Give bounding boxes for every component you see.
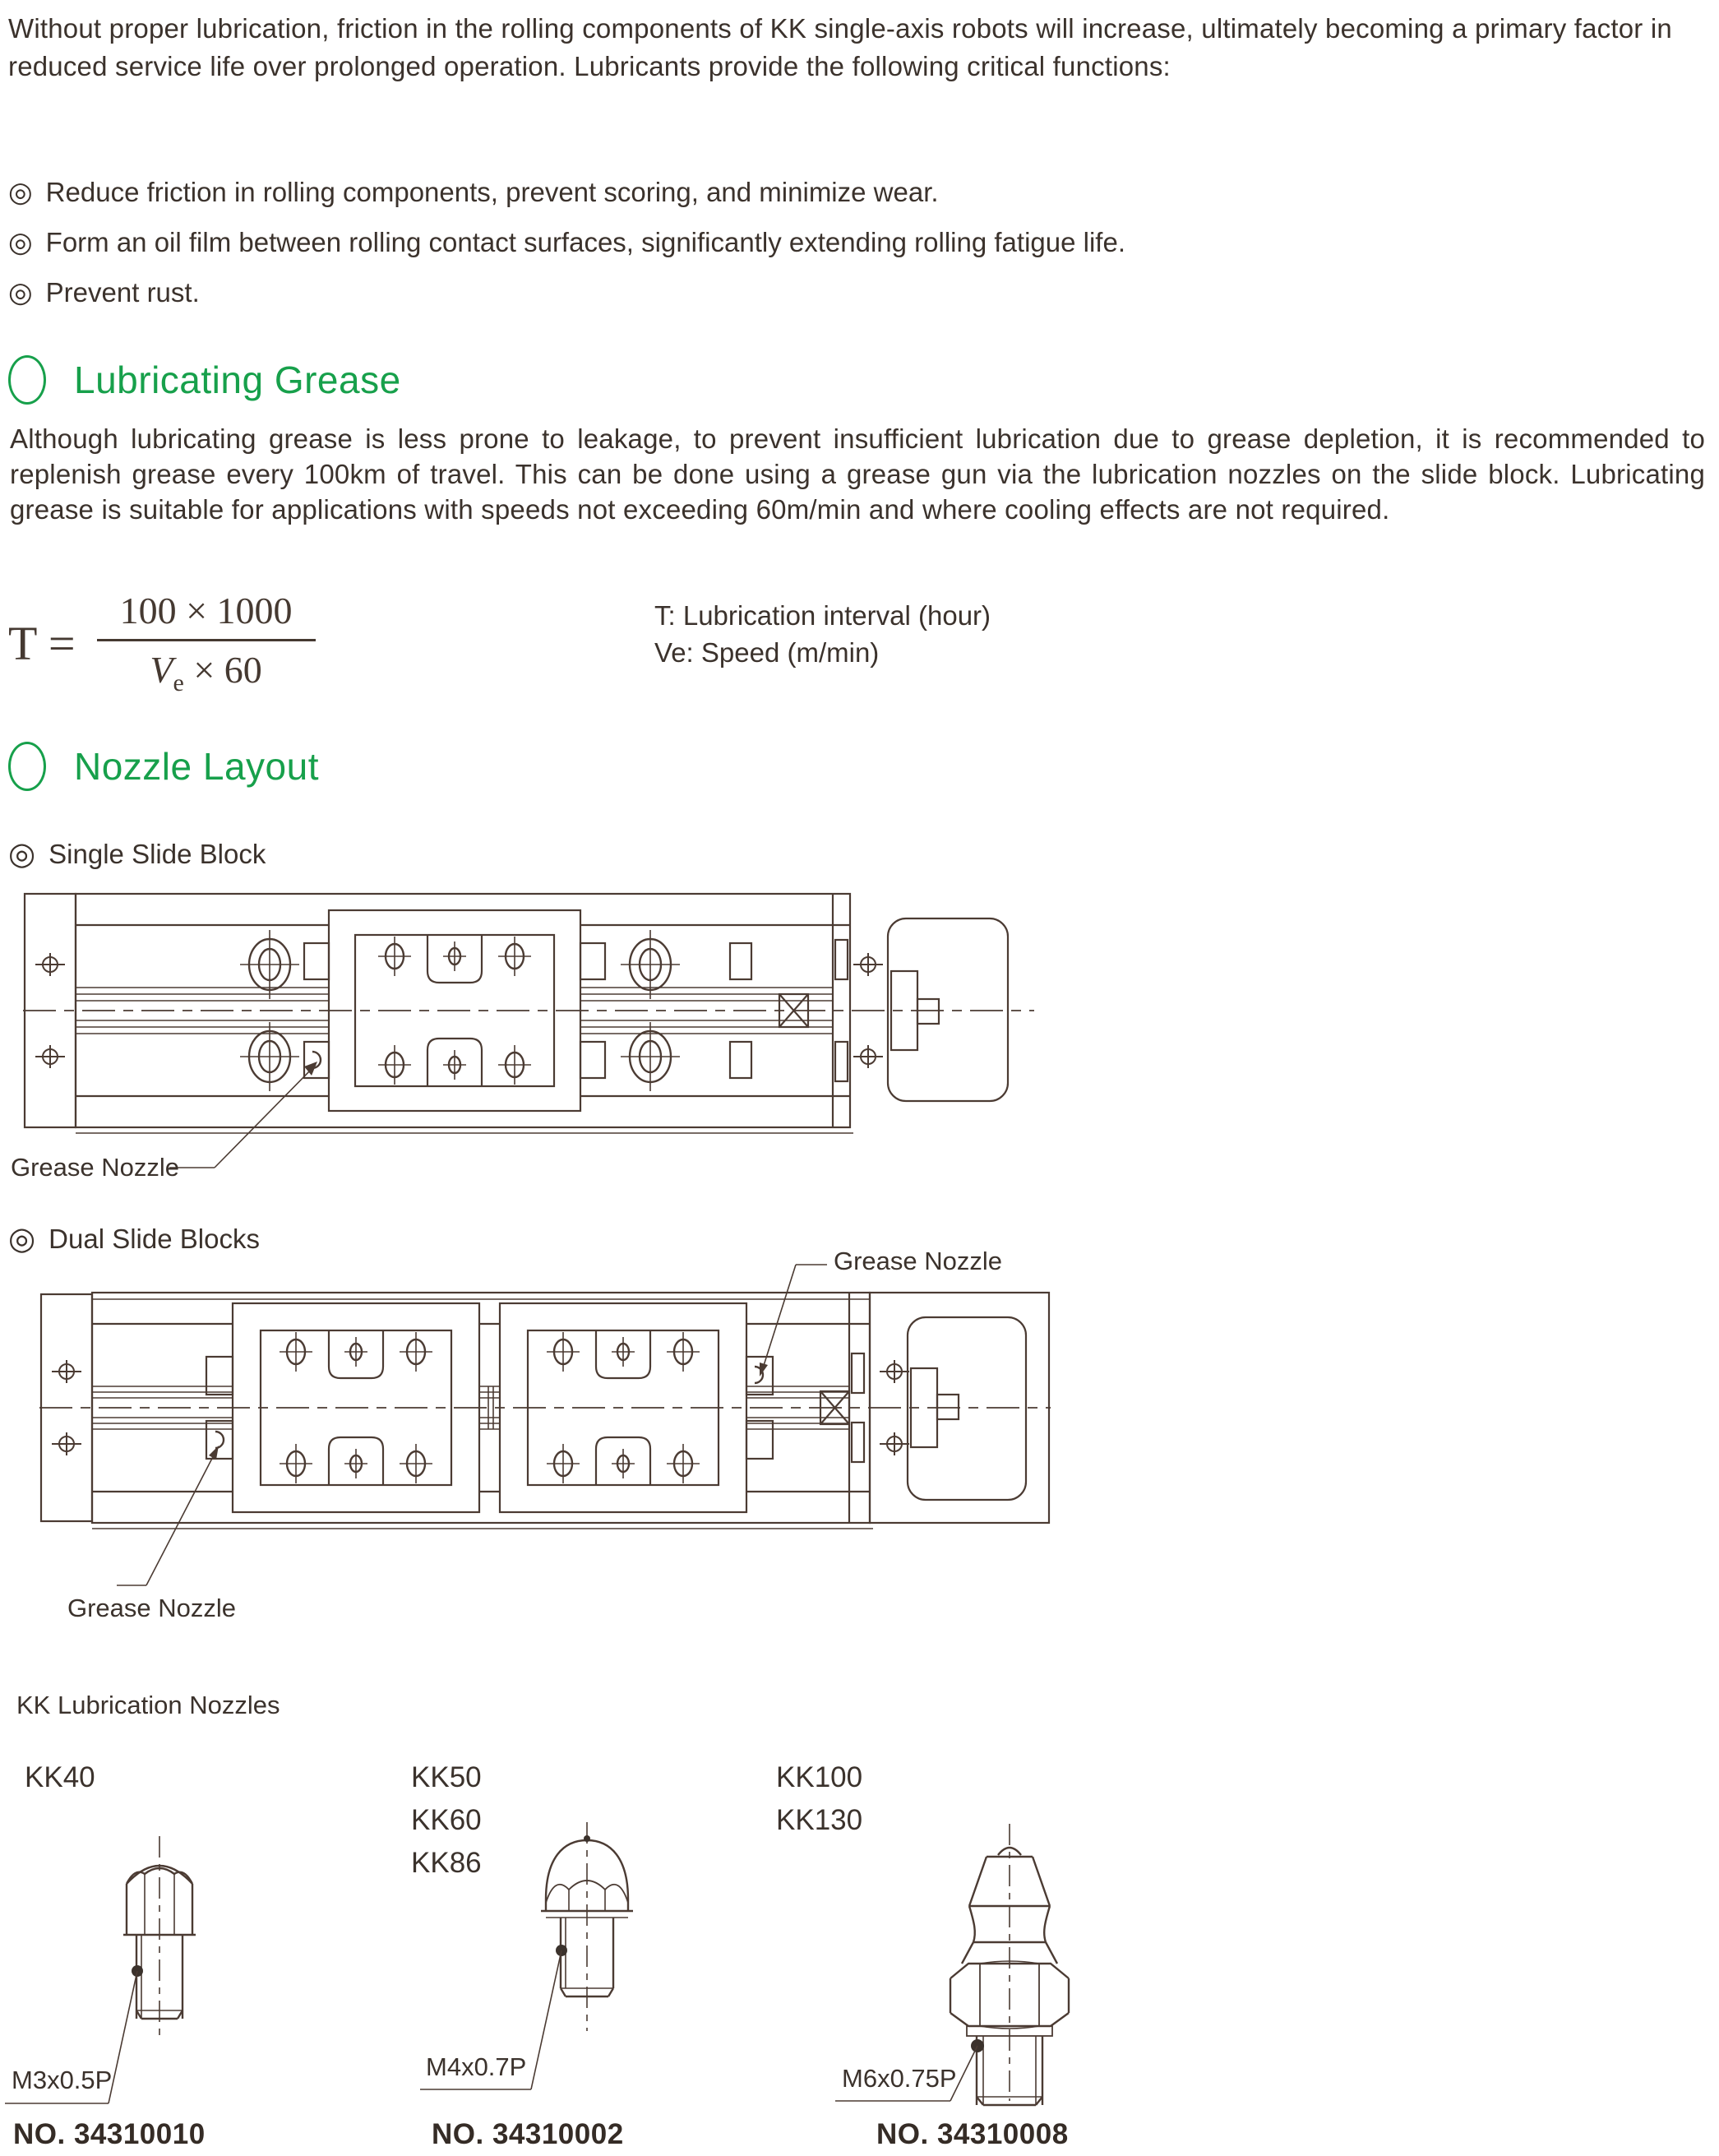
model-label-kk50: KK50 [411,1761,482,1793]
model-label-kk100: KK100 [776,1761,863,1793]
leader-arrowhead [209,1446,219,1460]
section-header-lubricating-grease [8,355,401,405]
double-circle-bullet-icon: ◎ [8,227,33,258]
double-circle-bullet-icon: ◎ [8,277,33,308]
list-item-text: Prevent rust. [45,277,200,308]
section-title: Lubricating Grease [74,359,401,401]
double-circle-bullet-icon: ◎ [8,177,33,208]
subheading-label: Single Slide Block [49,839,266,869]
model-label-kk60: KK60 [411,1804,482,1836]
legend-line-t: T: Lubrication interval (hour) [654,600,991,631]
single-slide-block-drawing [23,892,1034,1180]
formula-den-rest: × 60 [183,649,262,691]
circle-icon [8,355,46,405]
formula-var-v: V [150,649,173,691]
grease-nozzle-label-dual-top: Grease Nozzle [834,1247,1003,1275]
model-label-kk40: KK40 [25,1761,95,1793]
double-circle-bullet-icon: ◎ [8,837,36,872]
lubrication-formula [8,589,316,697]
functions-list [8,176,1125,326]
list-item-text: Form an oil film between rolling contact surfaces, significantly extending rolling fatigue life. [45,227,1125,257]
list-item [8,226,1125,276]
part-no-kk100-130: NO. 34310008 [876,2118,1069,2150]
formula-fraction [97,589,316,697]
thread-label-kk50-60-86: M4x0.7P [426,2052,527,2081]
part-no-kk50-60-86: NO. 34310002 [432,2118,624,2150]
thread-label-kk100-130: M6x0.75P [842,2064,957,2093]
model-label-kk86: KK86 [411,1847,482,1879]
grease-nozzle-marker [215,1432,224,1448]
grease-nozzle-label-dual-bottom: Grease Nozzle [67,1594,237,1622]
formula-denominator [127,641,284,697]
subheading-single-slide-block [8,839,266,870]
thread-label-kk40: M3x0.5P [12,2066,113,2094]
list-item [8,176,1125,226]
formula-sub-e: e [173,669,184,697]
formula-legend [654,597,991,671]
grease-paragraph: Although lubricating grease is less prone to leakage, to prevent insufficient lubrication due to grease depletion, it is recommended to replenish grease every 100km of travel. This can be done using a grease gun via the lubrication nozzles on the slide block. Lubricating grease is suitable for applications with speeds not exceeding 60m/min and where cooling effects are not required. [10,423,1705,525]
list-item [8,276,1125,326]
dual-slide-block-drawing [39,1233,1051,1603]
formula-lhs: T = [8,616,76,670]
circle-icon [8,742,46,791]
section-header-nozzle-layout [8,742,319,791]
kk-lubrication-nozzles-title: KK Lubrication Nozzles [16,1691,280,1719]
list-item-text: Reduce friction in rolling components, prevent scoring, and minimize wear. [45,177,939,207]
part-no-kk40: NO. 34310010 [13,2118,206,2150]
section-title: Nozzle Layout [74,745,319,788]
model-label-kk130: KK130 [776,1804,863,1836]
formula-numerator: 100 × 1000 [119,590,293,632]
intro-paragraph: Without proper lubrication, friction in the rolling components of KK single-axis robots will increase, ultimately becoming a primary factor in reduced service life over prolonged operation. Lubricants provide the following critical functions: [8,13,1672,81]
grease-nozzle-label-single: Grease Nozzle [11,1153,180,1182]
subheading-label: Dual Slide Blocks [49,1224,260,1254]
double-circle-bullet-icon: ◎ [8,1222,36,1256]
legend-line-ve: Ve: Speed (m/min) [654,637,880,668]
